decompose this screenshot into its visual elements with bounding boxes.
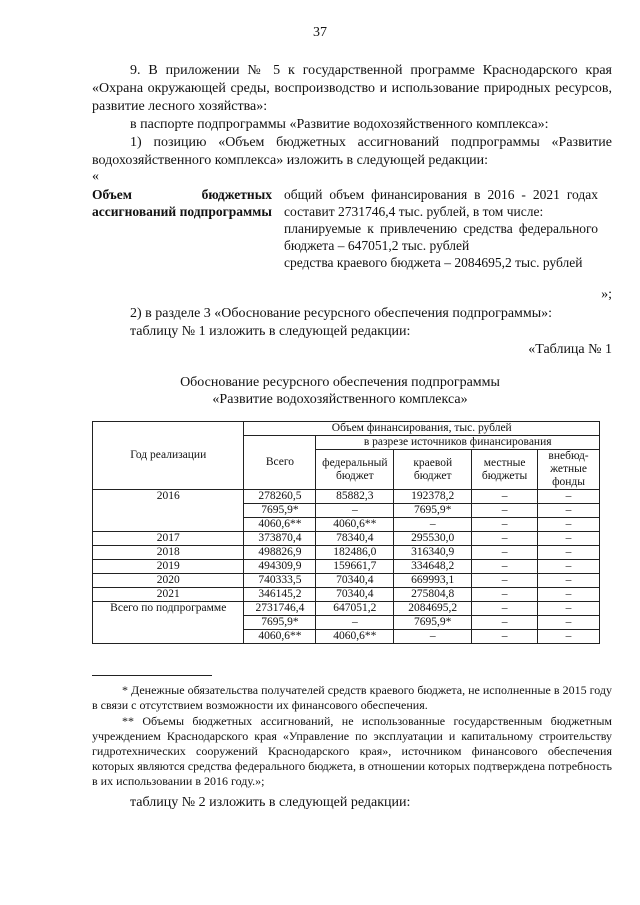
cell-total: 373870,4	[244, 532, 316, 546]
cell-year: 2020	[93, 574, 244, 588]
table-row	[93, 602, 600, 616]
cell-total: 2731746,4	[244, 602, 316, 616]
cell-total: 740333,5	[244, 574, 316, 588]
table-reference: «Таблица № 1	[528, 342, 612, 357]
cell-ext: –	[538, 588, 600, 602]
cell-reg: 275804,8	[394, 588, 472, 602]
cell-reg: 669993,1	[394, 574, 472, 588]
cell-total: 278260,5	[244, 490, 316, 504]
footnote-2: ** Объемы бюджетных ассигнований, не использованные государственным бюджетным учреждением Краснодарского края «Управление по эксплуатации и капитальному строительству гидротехнических сооружений Краснодарского края», источником финансового обеспечения которых являются средства федерального бюджета, в отношении которых подтверждена потребность в их использовании в 2016 году.»;	[92, 714, 612, 788]
footnote-1: * Денежные обязательства получателей средств краевого бюджета, не исполненные в 2015 году в связи с отсутствием возможности их финансового обеспечения.	[92, 683, 612, 712]
cell-reg: 2084695,2	[394, 602, 472, 616]
header-regional: краевой бюджет	[394, 450, 472, 490]
header-by-source: в разрезе источников финансирования	[316, 436, 600, 450]
header-total: Всего	[244, 436, 316, 490]
cell-ext: –	[538, 616, 600, 630]
table-caption-line-1: Обоснование ресурсного обеспечения подпрограммы	[180, 375, 500, 390]
cell-reg: 334648,2	[394, 560, 472, 574]
passport-line-total: общий объем финансирования в 2016 - 2021 годах составит 2731746,4 тыс. рублей, в том числе:	[284, 187, 598, 219]
funding-table	[92, 421, 600, 644]
cell-ext: –	[538, 630, 600, 644]
passport-closing: »;	[601, 287, 612, 302]
cell-loc: –	[472, 616, 538, 630]
cell-ext: –	[538, 518, 600, 532]
item-1-text: 1) позицию «Объем бюджетных ассигнований подпрограммы «Развитие водохозяйственного комплекса» изложить в следующей редакции:	[92, 135, 612, 168]
header-local: местные бюджеты	[472, 450, 538, 490]
cell-year: Всего по подпрограмме	[93, 602, 244, 644]
table-row	[93, 490, 600, 504]
cell-loc: –	[472, 588, 538, 602]
cell-loc: –	[472, 504, 538, 518]
table-header-row-1	[93, 422, 600, 436]
cell-total: 498826,9	[244, 546, 316, 560]
cell-year: 2021	[93, 588, 244, 602]
cell-total: 7695,9*	[244, 616, 316, 630]
cell-reg: 7695,9*	[394, 616, 472, 630]
cell-reg: 192378,2	[394, 490, 472, 504]
cell-year: 2019	[93, 560, 244, 574]
cell-total: 4060,6**	[244, 518, 316, 532]
cell-reg: 316340,9	[394, 546, 472, 560]
cell-loc: –	[472, 560, 538, 574]
table-body	[93, 490, 600, 644]
table-row	[93, 532, 600, 546]
header-year: Год реализации	[93, 422, 244, 490]
passport-label: Объем бюджетных ассигнований подпрограммы	[92, 187, 272, 219]
table-row	[93, 574, 600, 588]
cell-loc: –	[472, 532, 538, 546]
cell-fed: –	[316, 616, 394, 630]
cell-year: 2018	[93, 546, 244, 560]
cell-fed: 85882,3	[316, 490, 394, 504]
cell-ext: –	[538, 560, 600, 574]
cell-ext: –	[538, 490, 600, 504]
passport-line-regional: средства краевого бюджета – 2084695,2 тыс. рублей	[284, 255, 583, 270]
header-federal: федеральный бюджет	[316, 450, 394, 490]
table-row	[93, 560, 600, 574]
cell-fed: 159661,7	[316, 560, 394, 574]
cell-reg: 295530,0	[394, 532, 472, 546]
cell-total: 7695,9*	[244, 504, 316, 518]
cell-ext: –	[538, 546, 600, 560]
cell-ext: –	[538, 532, 600, 546]
cell-year: 2017	[93, 532, 244, 546]
table-caption-line-2: «Развитие водохозяйственного комплекса»	[212, 392, 468, 407]
cell-ext: –	[538, 602, 600, 616]
cell-fed: 4060,6**	[316, 518, 394, 532]
table-row	[93, 546, 600, 560]
opening-quote: «	[92, 169, 99, 184]
passport-intro-text: в паспорте подпрограммы «Развитие водохозяйственного комплекса»:	[130, 117, 549, 132]
cell-total: 4060,6**	[244, 630, 316, 644]
passport-line-federal: планируемые к привлечению средства федерального бюджета – 647051,2 тыс. рублей	[284, 221, 598, 253]
cell-fed: 647051,2	[316, 602, 394, 616]
item-9-text: 9. В приложении № 5 к государственной программе Краснодарского края «Охрана окружающей среды, воспроизводство и использование природных ресурсов, развитие лесного хозяйства»:	[92, 63, 612, 114]
cell-total: 494309,9	[244, 560, 316, 574]
table-intro-text: таблицу № 1 изложить в следующей редакции:	[130, 324, 411, 339]
cell-total: 346145,2	[244, 588, 316, 602]
cell-year: 2016	[93, 490, 244, 532]
cell-fed: 182486,0	[316, 546, 394, 560]
header-extra: внебюд-жетные фонды	[538, 450, 600, 490]
cell-loc: –	[472, 574, 538, 588]
cell-loc: –	[472, 490, 538, 504]
cell-loc: –	[472, 630, 538, 644]
cell-reg: –	[394, 518, 472, 532]
cell-ext: –	[538, 574, 600, 588]
cell-ext: –	[538, 504, 600, 518]
cell-reg: 7695,9*	[394, 504, 472, 518]
cell-reg: –	[394, 630, 472, 644]
table-2-intro-text: таблицу № 2 изложить в следующей редакции:	[130, 795, 411, 810]
page-number: 37	[313, 25, 327, 40]
table-row	[93, 588, 600, 602]
item-2-text: 2) в разделе 3 «Обоснование ресурсного обеспечения подпрограммы»:	[130, 306, 553, 321]
footnote-divider	[92, 675, 212, 676]
cell-fed: –	[316, 504, 394, 518]
cell-fed: 70340,4	[316, 574, 394, 588]
header-volume: Объем финансирования, тыс. рублей	[244, 422, 600, 436]
cell-loc: –	[472, 518, 538, 532]
passport-value	[284, 186, 598, 271]
cell-loc: –	[472, 546, 538, 560]
cell-fed: 4060,6**	[316, 630, 394, 644]
cell-loc: –	[472, 602, 538, 616]
cell-fed: 78340,4	[316, 532, 394, 546]
cell-fed: 70340,4	[316, 588, 394, 602]
